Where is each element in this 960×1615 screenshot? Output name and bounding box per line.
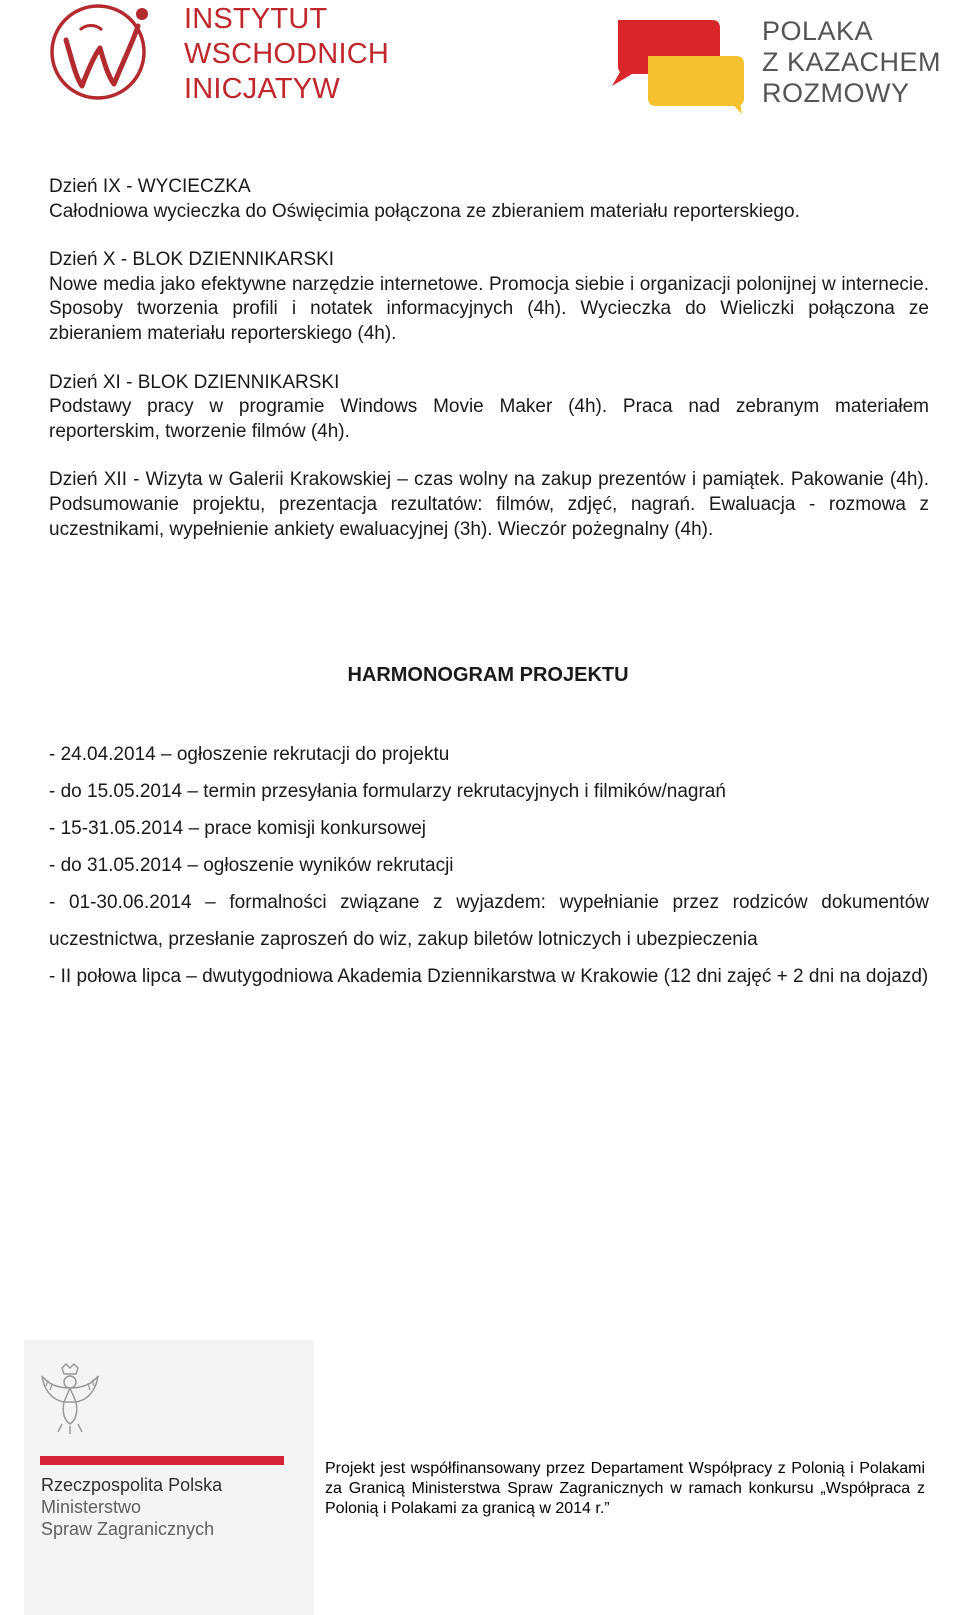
schedule-item: - 15-31.05.2014 – prace komisji konkursowej — [49, 818, 427, 839]
ministry-logo-line: Spraw Zagranicznych — [41, 1519, 215, 1539]
schedule-item: - 24.04.2014 – ogłoszenie rekrutacji do projektu — [49, 744, 450, 765]
iwi-logo-line: INSTYTUT — [184, 3, 328, 35]
day-section — [49, 175, 929, 224]
day-description: Dzień XII - Wizyta w Galerii Krakowskiej – czas wolny na zakup prezentów i pamiątek. Pakowanie (4h). Podsumowanie projektu, prezentacja rezultatów: filmów, zdjęć, nagrań. Ewaluacja - rozmowa z uczestnikami, wypełnienie ankiety ewaluacyjnej (3h). Wieczór pożegnalny (4h). — [49, 469, 929, 540]
pzkr-logo-line: ROZMOWY — [762, 78, 910, 108]
pzkr-logo-line: Z KAZACHEM — [762, 47, 942, 77]
program-days — [49, 175, 929, 566]
ministry-logo-text — [41, 1474, 222, 1540]
schedule-item: - 01-30.06.2014 – formalności związane z wyjazdem: wypełnianie przez rodziców dokumentów uczestnictwa, przesłanie zaproszeń do wiz, zakup biletów lotniczych i ubezpieczenia — [49, 892, 929, 950]
speech-bubbles-icon — [612, 14, 752, 114]
iwi-logo — [46, 0, 389, 105]
day-description: Całodniowa wycieczka do Oświęcimia połączona ze zbieraniem materiału reporterskiego. — [49, 200, 800, 222]
iwi-logo-line: INICJATYW — [184, 73, 340, 105]
ministry-logo-line: Ministerstwo — [41, 1497, 142, 1517]
schedule-heading: HARMONOGRAM PROJEKTU — [347, 664, 629, 686]
schedule-list — [49, 736, 929, 995]
day-title: Dzień XI - BLOK DZIENNIKARSKI — [49, 371, 340, 393]
iwi-emblem-icon — [46, 0, 154, 102]
day-title: Dzień X - BLOK DZIENNIKARSKI — [49, 249, 335, 271]
ministry-red-bar — [40, 1456, 284, 1465]
iwi-logo-text — [184, 2, 389, 107]
schedule-item: - II połowa lipca – dwutygodniowa Akademia Dziennikarstwa w Krakowie (12 dni zajęć + 2 dni na dojazd) — [49, 966, 929, 987]
pzkr-logo-line: POLAKA — [762, 16, 874, 46]
day-description: Nowe media jako efektywne narzędzie internetowe. Promocja siebie i organizacji polonijnej w internecie. Sposoby tworzenia profili i notatek informacyjnych (4h). Wycieczka do Wieliczki połączona ze zbieraniem materiału reporterskiego (4h). — [49, 273, 929, 344]
day-section — [49, 468, 929, 542]
funding-note: Projekt jest współfinansowany przez Departament Współpracy z Polonią i Polakami za Granicą Ministerstwa Spraw Zagranicznych w ramach konkursu „Współpraca z Polonią i Polakami za granicą w 2014 r.” — [325, 1460, 925, 1517]
pzkr-logo — [612, 14, 942, 114]
ministry-logo-line: Rzeczpospolita Polska — [41, 1475, 223, 1495]
day-title: Dzień IX - WYCIECZKA — [49, 176, 251, 197]
day-description: Podstawy pracy w programie Windows Movie Maker (4h). Praca nad zebranym materiałem reporterskim, tworzenie filmów (4h). — [49, 396, 929, 442]
ministry-logo — [24, 1340, 314, 1615]
iwi-logo-line: WSCHODNICH — [184, 38, 389, 70]
schedule-item: - do 31.05.2014 – ogłoszenie wyników rekrutacji — [49, 855, 454, 876]
day-section — [49, 371, 929, 445]
polish-eagle-icon — [40, 1362, 100, 1434]
schedule-item: - do 15.05.2014 – termin przesyłania formularzy rekrutacyjnych i filmików/nagrań — [49, 781, 726, 802]
pzkr-logo-text — [762, 16, 941, 109]
day-section — [49, 248, 929, 346]
